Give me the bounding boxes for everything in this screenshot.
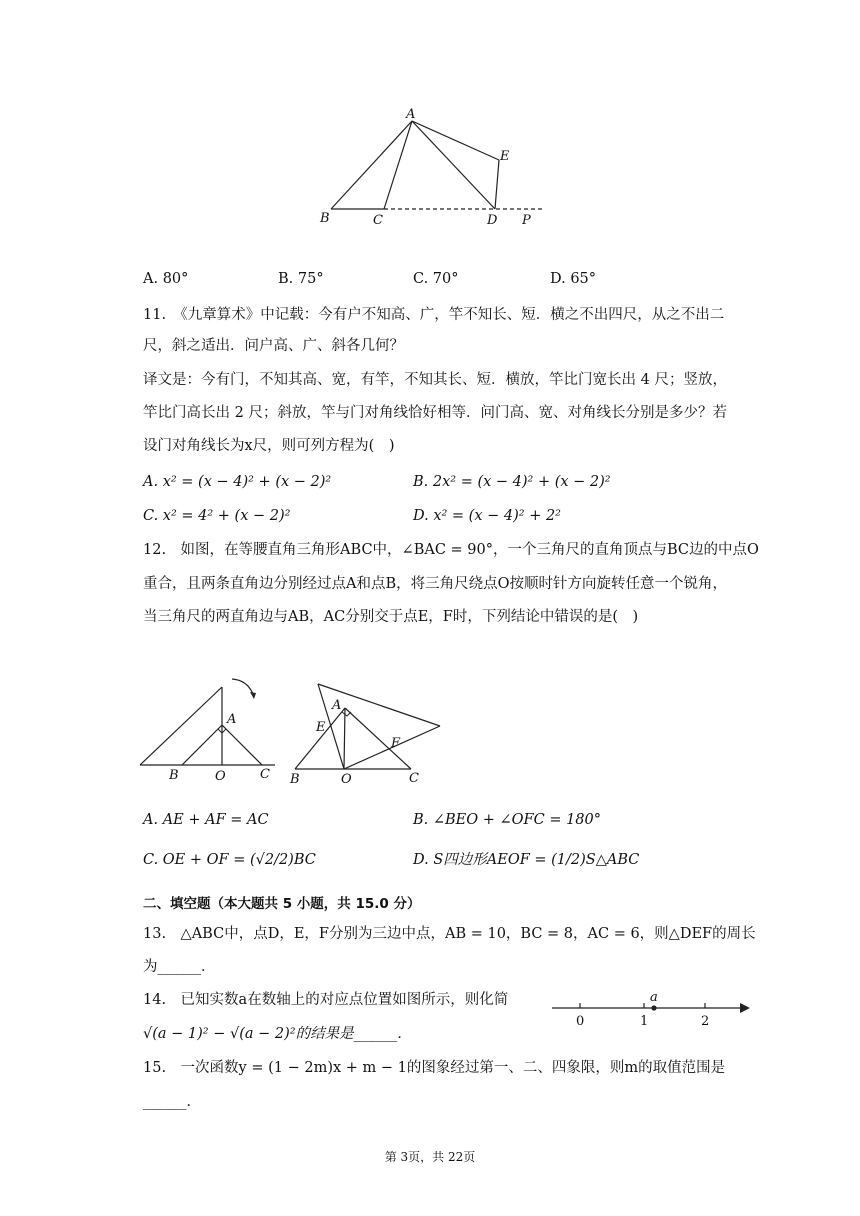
page-footer: 第 3页，共 22页	[384, 1150, 476, 1164]
q15-text-line1: 15. 一次函数y = (1 − 2m)x + m − 1的图象经过第一、二、四象限，则m的取值范围是	[143, 1060, 726, 1076]
label-b: B	[169, 768, 179, 783]
label-c: C	[260, 767, 270, 782]
q12-option-d: D. S四边形AEOF = (1/2)S△ABC	[413, 852, 640, 868]
q10-option-c: C. 70°	[413, 271, 459, 287]
label-e: E	[316, 720, 326, 735]
q11-text-line2: 尺，斜之适出．问户高、广、斜各几何？	[143, 338, 404, 354]
label-a: A	[227, 712, 237, 727]
q12-text-line3: 当三角尺的两直角边与AB，AC分别交于点E，F时，下列结论中错误的是( )	[143, 609, 639, 625]
q14-text-line2: √(a − 1)² − √(a − 2)²的结果是______．	[143, 1026, 412, 1042]
q11-text-line5: 设门对角线长为x尺，则可列方程为( )	[143, 438, 395, 454]
q14-text-line1: 14. 已知实数a在数轴上的对应点位置如图所示，则化简	[143, 992, 509, 1008]
q11-option-b: B. 2x² = (x − 4)² + (x − 2)²	[413, 474, 611, 490]
q11-option-a: A. x² = (x − 4)² + (x − 2)²	[143, 474, 332, 490]
label-p: P	[522, 213, 531, 228]
label-a: A	[332, 698, 342, 713]
number-line-figure	[548, 990, 753, 1030]
label-c: C	[409, 771, 419, 786]
q11-text-line3: 译文是：今有门，不知其高、宽，有竿，不知其长、短．横放，竿比门宽长出 4 尺；竖放，	[143, 372, 727, 388]
q11-option-d: D. x² = (x − 4)² + 2²	[413, 508, 561, 524]
q11-text-line4: 竿比门高长出 2 尺；斜放，竿与门对角线恰好相等．问门高、宽、对角线长分别是多少？若	[143, 405, 727, 421]
q12-option-c: C. OE + OF = (√2/2)BC	[143, 852, 316, 868]
q10-option-a: A. 80°	[143, 271, 189, 287]
point-a-label: a	[650, 990, 658, 1005]
label-b: B	[320, 211, 330, 226]
label-c: C	[373, 213, 383, 228]
label-o: O	[215, 769, 226, 784]
label-b: B	[290, 772, 300, 787]
tick-label-2: 2	[701, 1014, 710, 1029]
q13-text-line2: 为______．	[143, 959, 216, 975]
q13-text-line1: 13. △ABC中，点D，E，F分别为三边中点，AB = 10，BC = 8，AC = 6，则△DEF的周长	[143, 926, 756, 942]
section-heading: 二、填空题（本大题共 5 小题，共 15.0 分）	[143, 896, 421, 912]
q12-text-line2: 重合，且两条直角边分别经过点A和点B，将三角尺绕点O按顺时针方向旋转任意一个锐角，	[143, 576, 728, 592]
q10-option-b: B. 75°	[278, 271, 324, 287]
q11-text-line1: 11. 《九章算术》中记载：今有户不知高、广，竿不知长、短．横之不出四尺，从之不出二	[143, 307, 725, 323]
q11-option-c: C. x² = 4² + (x − 2)²	[143, 508, 291, 524]
q10-option-d: D. 65°	[550, 271, 597, 287]
figure-q12-left	[135, 672, 285, 787]
q15-text-line2: ______．	[143, 1094, 201, 1110]
label-e: E	[500, 149, 510, 164]
q12-text-line1: 12. 如图，在等腰直角三角形ABC中，∠BAC = 90°，一个三角尺的直角顶点与BC边的中点O	[143, 542, 759, 558]
label-f: F	[391, 736, 401, 751]
tick-label-1: 1	[640, 1014, 649, 1029]
q12-option-b: B. ∠BEO + ∠OFC = 180°	[413, 812, 602, 828]
label-a: A	[406, 107, 416, 122]
tick-label-0: 0	[576, 1014, 585, 1029]
label-d: D	[487, 213, 498, 228]
figure-q12-right	[285, 678, 450, 788]
q12-option-a: A. AE + AF = AC	[143, 812, 269, 828]
label-o: O	[341, 772, 352, 787]
figure-q10	[300, 100, 560, 235]
